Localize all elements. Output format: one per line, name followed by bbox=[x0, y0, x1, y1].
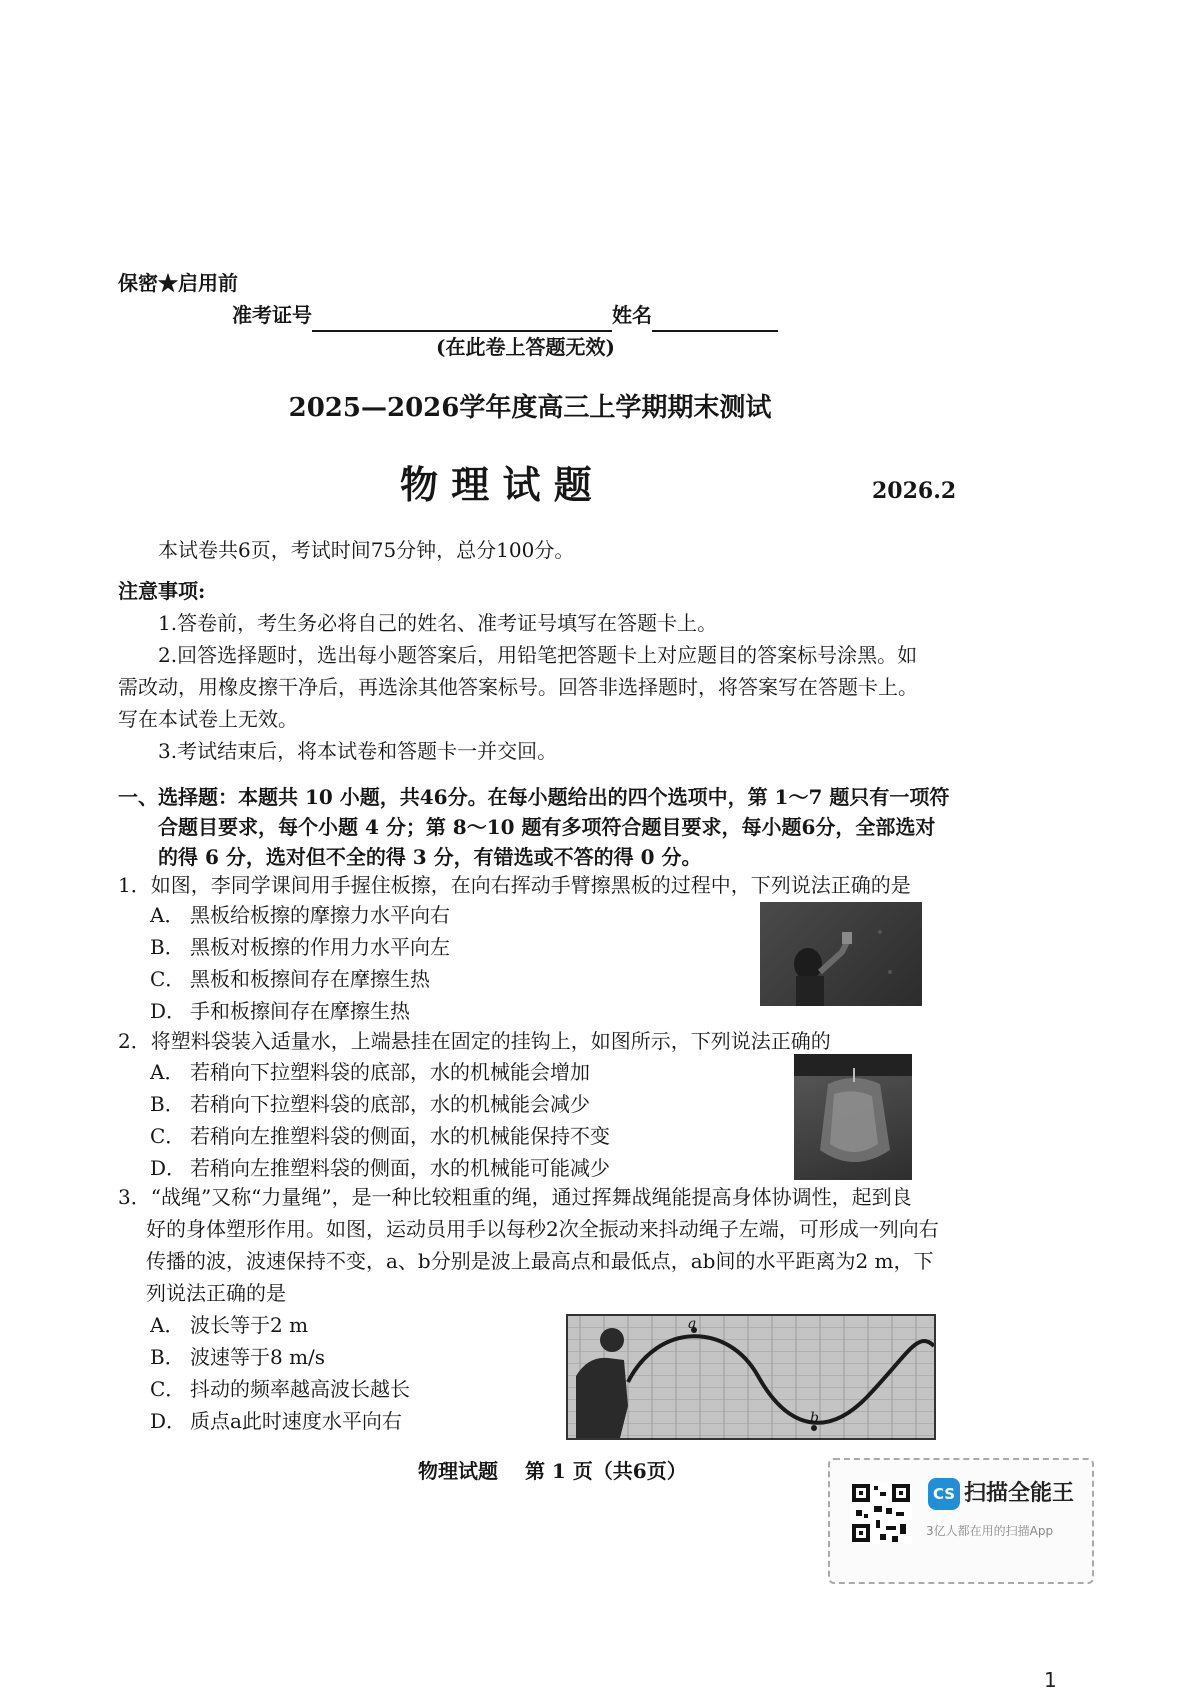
candidate-info-row bbox=[232, 298, 778, 332]
notice-item: 1.答卷前，考生务必将自己的姓名、准考证号填写在答题卡上。 bbox=[158, 611, 718, 635]
section-heading: 合题目要求，每个小题 4 分；第 8～10 题有多项符合题目要求，每小题6分，全部选对 bbox=[158, 815, 936, 839]
notice-item: 2.回答选择题时，选出每小题答案后，用铅笔把答题卡上对应题目的答案标号涂黑。如 bbox=[158, 643, 918, 667]
option-b bbox=[150, 930, 450, 964]
option-b bbox=[150, 1087, 590, 1121]
qr-code-icon bbox=[850, 1482, 912, 1544]
name-blank bbox=[652, 308, 778, 332]
exam-date: 2026.2 bbox=[872, 478, 957, 504]
scanner-tagline: 3亿人都在用的扫描App bbox=[926, 1524, 1054, 1538]
option-text: 若稍向左推塑料袋的侧面，水的机械能保持不变 bbox=[190, 1124, 610, 1148]
water-bag-photo bbox=[794, 1054, 912, 1180]
option-text: 黑板对板擦的作用力水平向左 bbox=[190, 935, 450, 959]
option-text: 抖动的频率越高波长越长 bbox=[190, 1377, 410, 1401]
subject-title: 物 理 试 题 bbox=[400, 463, 592, 507]
notice-item: 3.考试结束后，将本试卷和答题卡一并交回。 bbox=[158, 739, 558, 763]
option-label: B． bbox=[150, 935, 185, 959]
exam-id-label: 准考证号 bbox=[232, 303, 312, 327]
option-text: 若稍向左推塑料袋的侧面，水的机械能可能减少 bbox=[190, 1156, 610, 1180]
option-label: B． bbox=[150, 1092, 185, 1116]
question-text: 将塑料袋装入适量水，上端悬挂在固定的挂钩上，如图所示，下列说法正确的 bbox=[150, 1029, 831, 1053]
exam-id-blank bbox=[312, 308, 612, 332]
option-label: D． bbox=[150, 1156, 187, 1180]
option-b bbox=[150, 1340, 325, 1374]
option-label: D． bbox=[150, 1409, 187, 1433]
intro-text: 本试卷共6页，考试时间75分钟，总分100分。 bbox=[158, 538, 575, 562]
option-text: 波速等于8 m/s bbox=[190, 1345, 326, 1369]
question-number: 1． bbox=[118, 873, 151, 897]
option-label: A． bbox=[150, 903, 185, 927]
invalid-note: (在此卷上答题无效) bbox=[436, 335, 615, 359]
option-text: 黑板和板擦间存在摩擦生热 bbox=[190, 967, 430, 991]
cs-logo-icon: CS bbox=[928, 1478, 960, 1510]
question-text: 好的身体塑形作用。如图，运动员用手以每秒2次全振动来抖动绳子左端，可形成一列向右 bbox=[146, 1217, 939, 1241]
option-d bbox=[150, 1404, 402, 1438]
section-heading: 的得 6 分，选对但不全的得 3 分，有错选或不答的得 0 分。 bbox=[158, 845, 702, 869]
page-number: 1 bbox=[1044, 1668, 1057, 1692]
notice-item: 写在本试卷上无效。 bbox=[118, 707, 298, 731]
option-text: 黑板给板擦的摩擦力水平向右 bbox=[190, 903, 450, 927]
section-heading: 一、选择题：本题共 10 小题，共46分。在每小题给出的四个选项中，第 1～7 题只有一项符 bbox=[118, 785, 950, 809]
question-text: 列说法正确的是 bbox=[146, 1281, 286, 1305]
option-a bbox=[150, 1308, 308, 1342]
battle-rope-photo bbox=[566, 1314, 936, 1440]
option-text: 波长等于2 m bbox=[190, 1313, 309, 1337]
question-number: 2． bbox=[118, 1029, 151, 1053]
option-label: B． bbox=[150, 1345, 185, 1369]
scanner-brand: 扫描全能王 bbox=[964, 1481, 1075, 1506]
confidential-label: 保密★启用前 bbox=[118, 271, 238, 295]
option-a bbox=[150, 898, 450, 932]
question-1-stem bbox=[118, 868, 911, 902]
point-b-label: b bbox=[810, 1410, 819, 1426]
option-label: A． bbox=[150, 1313, 185, 1337]
option-a bbox=[150, 1055, 590, 1089]
name-label: 姓名 bbox=[612, 303, 652, 327]
option-label: C． bbox=[150, 1124, 186, 1148]
scanner-watermark bbox=[828, 1458, 1094, 1584]
option-text: 若稍向下拉塑料袋的底部，水的机械能会增加 bbox=[190, 1060, 590, 1084]
option-text: 若稍向下拉塑料袋的底部，水的机械能会减少 bbox=[190, 1092, 590, 1116]
exam-title: 2025—2026学年度高三上学期期末测试 bbox=[288, 393, 772, 423]
notice-heading: 注意事项: bbox=[118, 579, 206, 603]
option-c bbox=[150, 1372, 410, 1406]
option-label: D． bbox=[150, 999, 187, 1023]
option-label: A． bbox=[150, 1060, 185, 1084]
notice-item: 需改动，用橡皮擦干净后，再选涂其他答案标号。回答非选择题时，将答案写在答题卡上。 bbox=[118, 675, 918, 699]
question-number: 3． bbox=[118, 1185, 151, 1209]
option-label: C． bbox=[150, 1377, 186, 1401]
page-footer: 物理试题 第 1 页（共6页） bbox=[418, 1459, 687, 1483]
option-text: 手和板擦间存在摩擦生热 bbox=[190, 999, 410, 1023]
question-2-stem bbox=[118, 1024, 831, 1058]
question-text: 传播的波，波速保持不变，a、b分别是波上最高点和最低点，ab间的水平距离为2 m，下 bbox=[146, 1249, 934, 1273]
point-a-label: a bbox=[688, 1316, 697, 1332]
question-text: 如图，李同学课间用手握住板擦，在向右挥动手臂擦黑板的过程中，下列说法正确的是 bbox=[150, 873, 911, 897]
blackboard-photo bbox=[760, 902, 922, 1006]
question-text: “战绳”又称“力量绳”，是一种比较粗重的绳，通过挥舞战绳能提高身体协调性，起到良 bbox=[150, 1185, 912, 1209]
question-3-stem bbox=[118, 1180, 912, 1214]
option-c bbox=[150, 962, 430, 996]
option-c bbox=[150, 1119, 610, 1153]
option-text: 质点a此时速度水平向右 bbox=[190, 1409, 402, 1433]
option-label: C． bbox=[150, 967, 186, 991]
option-d bbox=[150, 994, 410, 1028]
